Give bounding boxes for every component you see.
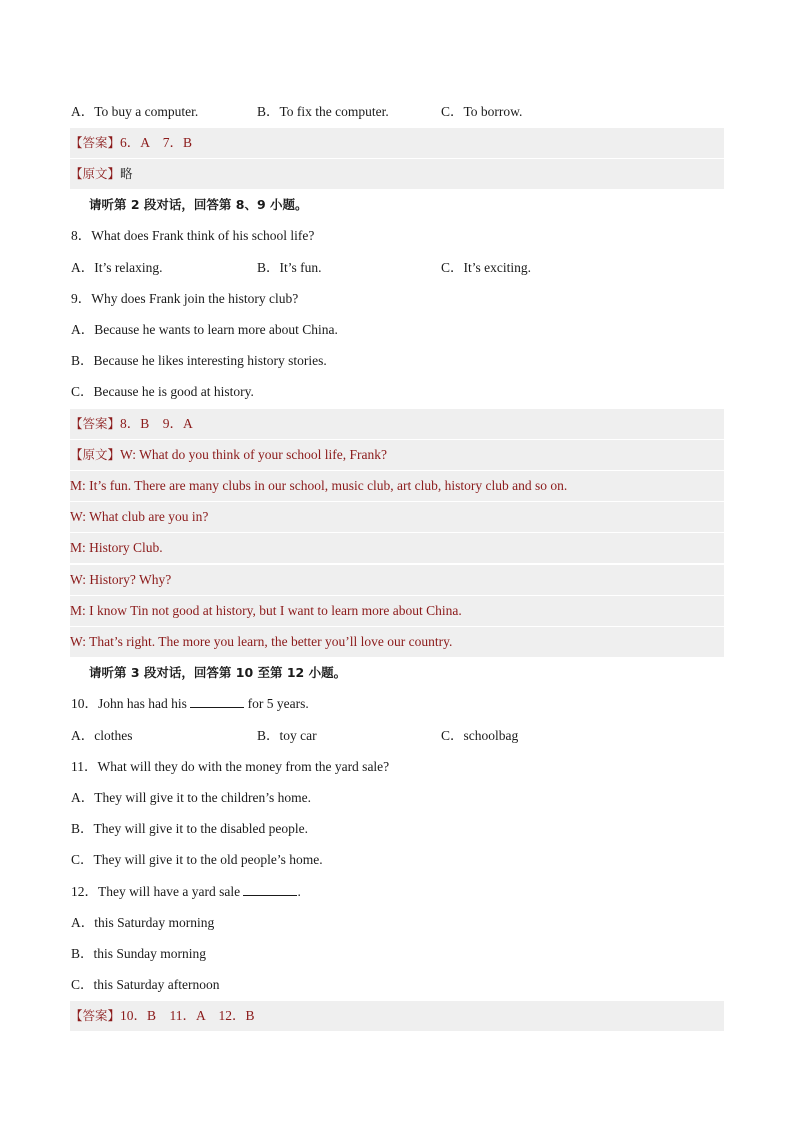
q12-stem-after: . — [297, 884, 301, 899]
answer-10-12 — [70, 1001, 724, 1031]
q7-option-c: C．To borrow. — [441, 104, 523, 119]
original-tag: 【原文】 — [70, 447, 121, 462]
dialogue-line: W: That’s right. The more you learn, the better you’ll love our country. — [70, 627, 724, 657]
q7-option-a: A．To buy a computer. — [71, 104, 199, 119]
q12-option-b: B．this Sunday morning — [71, 946, 207, 961]
q10-option-b: B．toy car — [257, 728, 317, 743]
fill-blank — [190, 695, 244, 708]
q12-option-c: C．this Saturday afternoon — [71, 977, 220, 992]
q11-option-c: C．They will give it to the old people’s home. — [71, 852, 323, 867]
q11-option-b: B．They will give it to the disabled people. — [71, 821, 308, 836]
q8-option-a: A．It’s relaxing. — [71, 260, 163, 275]
answer-tag: 【答案】 — [70, 135, 121, 150]
section-3-heading: 请听第 3 段对话，回答第 10 至第 12 小题。 — [89, 665, 347, 680]
q9-option-c: C．Because he is good at history. — [71, 384, 254, 399]
q8-stem: 8．What does Frank think of his school life? — [71, 228, 315, 243]
q10-options — [71, 721, 723, 751]
q10-stem-before: 10．John has had his — [71, 696, 191, 711]
dialogue-line: M: History Club. — [70, 533, 724, 563]
original-1 — [70, 159, 724, 189]
q8-option-b: B．It’s fun. — [257, 260, 322, 275]
answer-8-9 — [70, 409, 724, 439]
q7-option-b: B．To fix the computer. — [257, 104, 389, 119]
q10-option-a: A．clothes — [71, 728, 133, 743]
q8-option-c: C．It’s exciting. — [441, 260, 531, 275]
q11-stem: 11．What will they do with the money from the yard sale? — [71, 759, 390, 774]
original-2-line-1 — [70, 440, 724, 470]
fill-blank — [243, 883, 297, 896]
answer-tag: 【答案】 — [70, 416, 121, 431]
q10-stem-after: for 5 years. — [244, 696, 309, 711]
section-2-heading: 请听第 2 段对话，回答第 8、9 小题。 — [89, 197, 308, 212]
q12-option-a: A．this Saturday morning — [71, 915, 215, 930]
q12-stem-before: 12．They will have a yard sale — [71, 884, 244, 899]
dialogue-line: W: What club are you in? — [70, 502, 724, 532]
q9-stem: 9．Why does Frank join the history club? — [71, 291, 299, 306]
q10-option-c: C．schoolbag — [441, 728, 519, 743]
q7-options — [71, 97, 723, 127]
dialogue-line: W: What do you think of your school life, Frank? — [120, 447, 387, 462]
q11-option-a: A．They will give it to the children’s home. — [71, 790, 311, 805]
dialogue-line: M: It’s fun. There are many clubs in our school, music club, art club, history club and so on. — [70, 471, 724, 501]
q8-options — [71, 253, 723, 283]
answer-tag: 【答案】 — [70, 1008, 121, 1023]
q10-stem — [71, 689, 723, 719]
q9-option-b: B．Because he likes interesting history stories. — [71, 353, 327, 368]
answer-text: 6．A 7．B — [120, 135, 193, 150]
dialogue-line: W: History? Why? — [70, 565, 724, 595]
answer-text: 10．B 11．A 12．B — [120, 1008, 255, 1023]
original-tag: 【原文】 — [70, 166, 121, 181]
q12-stem — [71, 877, 723, 907]
answer-6-7 — [70, 128, 724, 158]
dialogue-line: M: I know Tin not good at history, but I want to learn more about China. — [70, 596, 724, 626]
original-text: 略 — [120, 166, 133, 181]
q9-option-a: A．Because he wants to learn more about China. — [71, 322, 338, 337]
answer-text: 8．B 9．A — [120, 416, 193, 431]
